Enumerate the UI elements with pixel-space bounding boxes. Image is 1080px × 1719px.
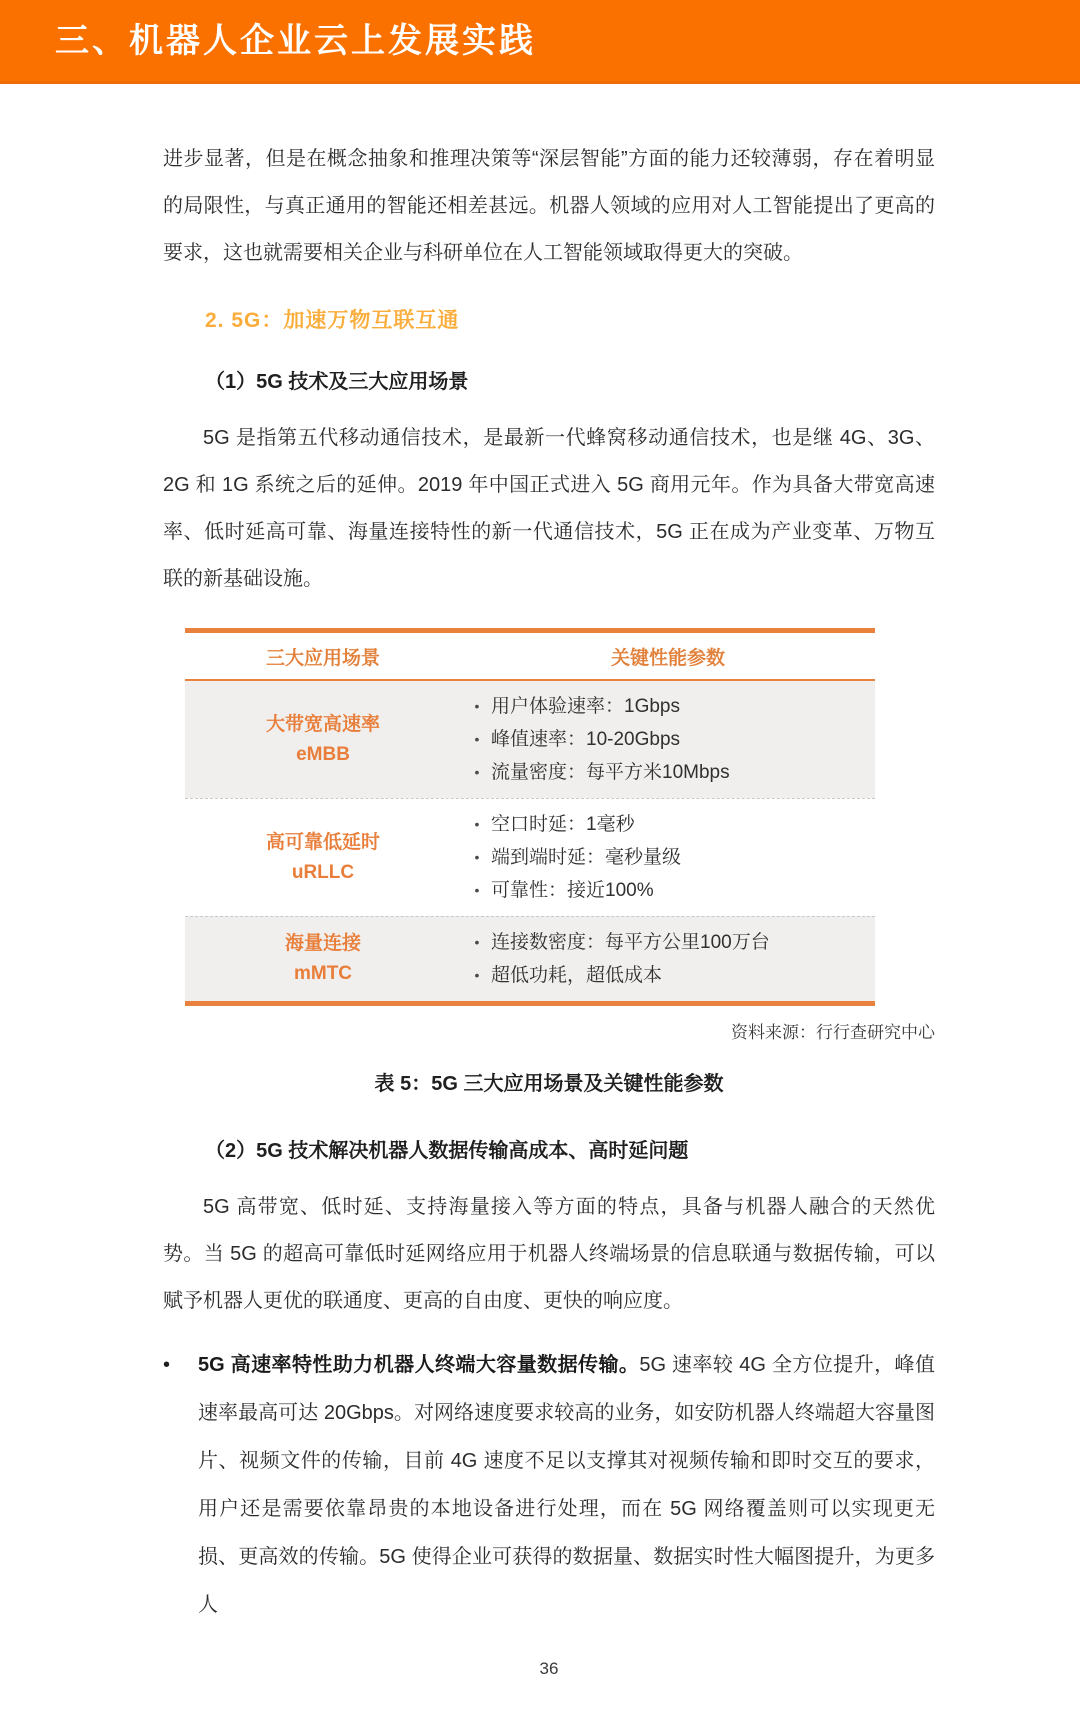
table-row [185, 916, 875, 1001]
table-row [185, 681, 875, 798]
subsection-1-paragraph: 5G 是指第五代移动通信技术，是最新一代蜂窝移动通信技术，也是继 4G、3G、2G 和 1G 系统之后的延伸。2019 年中国正式进入 5G 商用元年。作为具备大带宽高速率、低时延高可靠、海量连接特性的新一代通信技术，5G 正在成为产业变革、万物互联的新基础设施。 [163, 427, 935, 590]
table-row [185, 798, 875, 916]
param-text: 用户体验速率：1Gbps [491, 696, 680, 717]
table-5g-scenarios [185, 628, 875, 1006]
bullet-dot-icon: • [474, 764, 480, 780]
param-text: 端到端时延：毫秒量级 [491, 847, 682, 868]
param-item [463, 690, 867, 723]
scenario-code: eMBB [296, 743, 350, 765]
scenario-code: uRLLC [291, 861, 355, 883]
param-text: 空口时延：1毫秒 [491, 814, 635, 835]
table-header-scenarios: 三大应用场景 [265, 648, 380, 669]
bullet-dot-icon: • [474, 816, 480, 832]
param-item [463, 959, 867, 992]
scenario-cell [185, 917, 461, 1001]
page-title: 三、机器人企业云上发展实践 [55, 21, 536, 60]
scenario-name: 大带宽高速率 [265, 713, 380, 735]
table-caption: 表 5：5G 三大应用场景及关键性能参数 [374, 1073, 724, 1095]
scenario-name: 高可靠低延时 [265, 831, 380, 853]
bullet-marker-icon: • [163, 1354, 171, 1376]
document-body [0, 84, 1080, 1719]
bullet-dot-icon: • [474, 849, 480, 865]
scenario-name: 海量连接 [284, 933, 361, 954]
scenario-cell [185, 799, 461, 916]
param-item [463, 723, 867, 756]
param-text: 超低功耗，超低成本 [491, 965, 663, 986]
param-text: 峰值速率：10-20Gbps [491, 729, 681, 750]
page-number: 36 [539, 1659, 559, 1678]
bullet-dot-icon: • [474, 731, 480, 747]
bullet-dot-icon: • [474, 934, 480, 950]
param-item [463, 756, 867, 789]
param-item [463, 874, 867, 907]
param-item [463, 841, 867, 874]
section-heading-5g: 2. 5G：加速万物互联互通 [205, 309, 460, 332]
param-text: 可靠性：接近100% [491, 880, 654, 901]
subsection-2-paragraph: 5G 高带宽、低时延、支持海量接入等方面的特点，具备与机器人融合的天然优势。当 5G 的超高可靠低时延网络应用于机器人终端场景的信息联通与数据传输，可以赋予机器人更优的联通度、更高的自由度、更快的响应度。 [163, 1196, 935, 1312]
bullet-item-5g-speed [163, 1341, 935, 1629]
param-item [463, 808, 867, 841]
bullet-rest: 5G 速率较 4G 全方位提升，峰值速率最高可达 20Gbps。对网络速度要求较高的业务，如安防机器人终端超大容量图片、视频文件的传输，目前 4G 速度不足以支撑其对视频传输和即时交互的要求，用户还是需要依靠昂贵的本地设备进行处理，而在 5G 网络覆盖则可以实现更无损、更高效的传输。5G 使得企业可获得的数据量、数据实时性大幅图提升，为更多人 [198, 1354, 935, 1616]
subsection-2-heading: （2）5G 技术解决机器人数据传输高成本、高时延问题 [205, 1140, 689, 1162]
params-cell [461, 917, 875, 1001]
subsection-1-heading: （1）5G 技术及三大应用场景 [205, 371, 469, 393]
bullet-lead: 5G 高速率特性助力机器人终端大容量数据传输。 [198, 1354, 640, 1376]
intro-paragraph: 进步显著，但是在概念抽象和推理决策等“深层智能”方面的能力还较薄弱，存在着明显的局限性，与真正通用的智能还相差甚远。机器人领域的应用对人工智能提出了更高的要求，这也就需要相关企业与科研单位在人工智能领域取得更大的突破。 [163, 148, 935, 264]
bullet-dot-icon: • [474, 967, 480, 983]
param-text: 流量密度：每平方米10Mbps [491, 762, 730, 783]
table-body [185, 681, 875, 1001]
params-cell [461, 681, 875, 798]
bullet-dot-icon: • [474, 882, 480, 898]
param-item [463, 926, 867, 959]
table-header-params: 关键性能参数 [610, 648, 725, 669]
param-text: 连接数密度：每平方公里100万台 [491, 932, 770, 953]
page-header-banner [0, 0, 1080, 84]
table-source: 资料来源：行行查研究中心 [731, 1023, 935, 1042]
scenario-cell [185, 681, 461, 798]
table-header-row [185, 633, 875, 681]
bullet-text [198, 1341, 935, 1629]
bullet-dot-icon: • [474, 698, 480, 714]
scenario-code: mMTC [293, 963, 353, 984]
params-cell [461, 799, 875, 916]
